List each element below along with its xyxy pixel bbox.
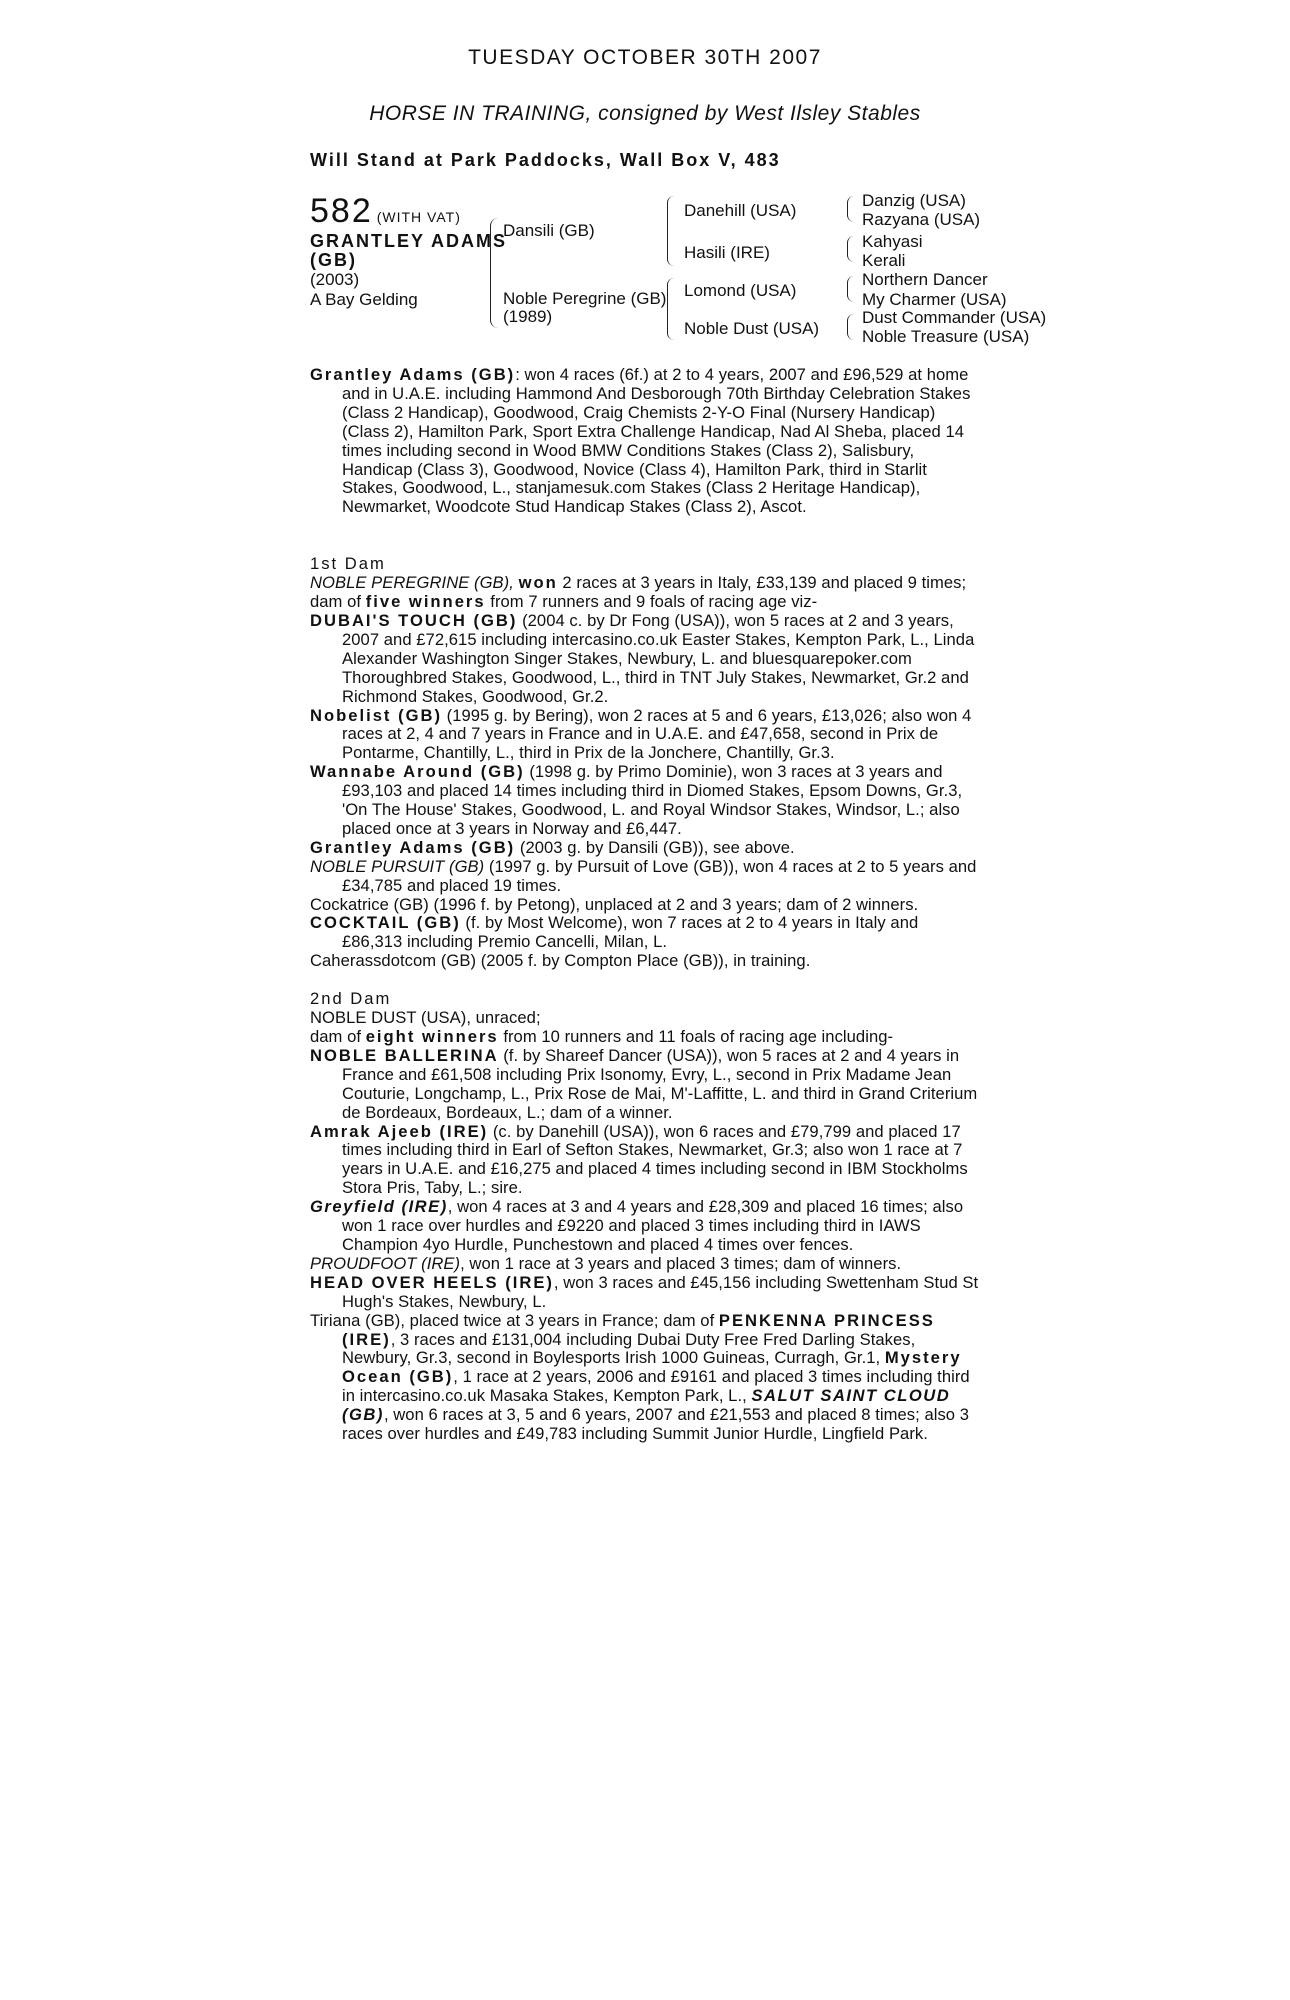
- first-dam-produce-intro: dam of five winners from 7 runners and 9 foals of racing age viz-: [310, 592, 818, 612]
- second-dam-produce-intro: dam of eight winners from 10 runners and 11 foals of racing age including-: [310, 1027, 894, 1046]
- first-dam-line: [310, 574, 980, 593]
- stand-location: Will Stand at Park Paddocks, Wall Box V, 483: [310, 150, 781, 170]
- vat-note: (WITH VAT): [376, 209, 461, 225]
- produce-entry: Tiriana (GB), placed twice at 3 years in France; dam of PENKENNA PRINCESS (IRE), 3 races and £131,004 including Dubai Duty Free Fred Darling Stakes, Newbury, Gr.3, second in Boylesports Irish 1000 Guineas, Curragh, Gr.1, Mystery Ocean (GB), 1 race at 2 years, 2006 and £9161 and placed 3 times including third in intercasino.co.uk Masaka Stakes, Kempton Park, L., SALUT SAINT CLOUD (GB), won 6 races at 3, 5 and 6 years, 2007 and £21,553 and placed 8 times; also 3 races over hurdles and £49,783 including Summit Junior Hurdle, Lingfield Park.: [310, 1310, 970, 1444]
- foaling-year: (2003): [310, 270, 360, 289]
- pedigree-ddd: Noble Treasure (USA): [862, 327, 1030, 346]
- pedigree-brace-sire: [667, 196, 674, 266]
- pedigree-brace-dd: [847, 314, 854, 340]
- produce-entry: HEAD OVER HEELS (IRE), won 3 races and £45,156 including Swettenham Stud St Hugh's Stakes, Newbury, L.: [310, 1272, 979, 1311]
- pedigree-dam: Noble Peregrine (GB) (1989): [503, 289, 667, 326]
- pedigree-ss: Danehill (USA): [684, 201, 797, 220]
- second-dam-heading: 2nd Dam: [310, 989, 392, 1009]
- produce-entry: Grantley Adams (GB) (2003 g. by Dansili (GB)), see above.: [310, 837, 795, 857]
- first-dam-won: won: [518, 573, 558, 593]
- record-text: : won 4 races (6f.) at 2 to 4 years, 2007 and £96,529 at home and in U.A.E. including Hammond And Desborough 70th Birthday Celebration Stakes (Class 2 Handicap), Goodwood, Craig Chemists 2-Y-O Final (Nursery Handicap) (Class 2), Hamilton Park, Sport Extra Challenge Handicap, Nad Al Sheba, placed 14 times including second in Wood BMW Conditions Stakes (Class 2), Salisbury, Handicap (Class 3), Goodwood, Novice (Class 4), Hamilton Park, third in Starlit Stakes, Goodwood, L., stanjamesuk.com Stakes (Class 2 Heritage Handicap), Newmarket, Woodcote Stud Handicap Stakes (Class 2), Ascot.: [342, 365, 971, 517]
- produce-entry: NOBLE BALLERINA (f. by Shareef Dancer (USA)), won 5 races at 2 and 4 years in France and £61,508 including Prix Isonomy, Evry, L., second in Prix Madame Jean Couturie, Longchamp, L., Prix Rose de Mai, M'-Laffitte, L. and third in Grand Criterium de Bordeaux, Bordeaux, L.; dam of a winner.: [310, 1045, 978, 1122]
- lot-number: 582: [310, 192, 373, 230]
- sale-date: TUESDAY OCTOBER 30TH 2007: [468, 46, 822, 69]
- pedigree-brace-sd: [847, 236, 854, 262]
- pedigree-sds: Kahyasi: [862, 232, 923, 251]
- record-horse-name: Grantley Adams (GB): [310, 365, 516, 384]
- pedigree-dss: Northern Dancer: [862, 270, 988, 289]
- pedigree-ds: Lomond (USA): [684, 281, 797, 300]
- pedigree-brace-ds: [847, 276, 854, 302]
- consignment-line: HORSE IN TRAINING, consigned by West Ilsley Stables: [369, 102, 921, 125]
- pedigree-dds: Dust Commander (USA): [862, 308, 1047, 327]
- pedigree-sss: Danzig (USA): [862, 191, 966, 210]
- lot-number-line: [310, 192, 461, 231]
- horse-description: A Bay Gelding: [310, 290, 418, 309]
- race-record: [310, 365, 980, 517]
- pedigree-sd: Hasili (IRE): [684, 243, 770, 262]
- horse-name-line1: GRANTLEY ADAMS: [310, 231, 508, 251]
- catalogue-body: [310, 366, 980, 1444]
- produce-entry: Nobelist (GB) (1995 g. by Bering), won 2 races at 5 and 6 years, £13,026; also won 4 races at 2, 4 and 7 years in France and in U.A.E. and £47,658, second in Prix de Pontarme, Chantilly, L., third in Prix de la Jonchere, Chantilly, Gr.3.: [310, 705, 972, 763]
- pedigree-sire: Dansili (GB): [503, 221, 595, 240]
- produce-entry: Greyfield (IRE), won 4 races at 3 and 4 years and £28,309 and placed 16 times; also won 1 race over hurdles and £9220 and placed 3 times including third in IAWS Champion 4yo Hurdle, Punchestown and placed 4 times over fences.: [310, 1197, 964, 1254]
- horse-info: [310, 270, 418, 310]
- produce-entry: Caherassdotcom (GB) (2005 f. by Compton Place (GB)), in training.: [310, 951, 811, 971]
- pedigree-brace-dam: [667, 278, 674, 340]
- pedigree-dd: Noble Dust (USA): [684, 319, 820, 338]
- produce-entry: Amrak Ajeeb (IRE) (c. by Danehill (USA)), won 6 races and £79,799 and placed 17 times including third in Earl of Sefton Stakes, Newmarket, Gr.3; also won 1 race at 7 years in U.A.E. and £16,275 and placed 4 times including second in IBM Stockholms Stora Pris, Taby, L.; sire.: [310, 1121, 968, 1198]
- produce-entry: NOBLE PURSUIT (GB) (1997 g. by Pursuit of Love (GB)), won 4 races at 2 to 5 years and £34,785 and placed 19 times.: [310, 856, 977, 895]
- first-dam-heading: 1st Dam: [310, 554, 386, 574]
- horse-name-line2: (GB): [310, 250, 357, 270]
- pedigree-brace-main: [490, 218, 498, 328]
- produce-entry: PROUDFOOT (IRE), won 1 race at 3 years and placed 3 times; dam of winners.: [310, 1253, 902, 1273]
- pedigree-ssd: Razyana (USA): [862, 210, 981, 229]
- produce-entry: Wannabe Around (GB) (1998 g. by Primo Dominie), won 3 races at 3 years and £93,103 and placed 14 times including third in Diomed Stakes, Epsom Downs, Gr.3, 'On The House' Stakes, Goodwood, L. and Royal Windsor Stakes, Windsor, L.; also placed once at 3 years in Norway and £6,447.: [310, 762, 963, 838]
- produce-entry: COCKTAIL (GB) (f. by Most Welcome), won 7 races at 2 to 4 years in Italy and £86,313 including Premio Cancelli, Milan, L.: [310, 913, 919, 952]
- pedigree-sdd: Kerali: [862, 251, 906, 270]
- pedigree-brace-ss: [847, 196, 854, 222]
- horse-name: [310, 232, 507, 270]
- first-dam-text: 2 races at 3 years in Italy, £33,139 and placed 9 times;: [557, 573, 967, 593]
- first-dam-name: NOBLE PEREGRINE (GB),: [310, 573, 514, 593]
- produce-entry: DUBAI'S TOUCH (GB) (2004 c. by Dr Fong (USA)), won 5 races at 2 and 3 years, 2007 and £72,615 including intercasino.co.uk Easter Stakes, Kempton Park, L., Linda Alexander Washington Singer Stakes, Newbury, L. and bluesquarepoker.com Thoroughbred Stakes, Goodwood, L., third in TNT July Stakes, Newmarket, Gr.2 and Richmond Stakes, Goodwood, Gr.2.: [310, 610, 975, 706]
- produce-entry: Cockatrice (GB) (1996 f. by Petong), unplaced at 2 and 3 years; dam of 2 winners.: [310, 894, 919, 914]
- pedigree-dsd: My Charmer (USA): [862, 290, 1007, 309]
- second-dam-line: NOBLE DUST (USA), unraced;: [310, 1008, 541, 1028]
